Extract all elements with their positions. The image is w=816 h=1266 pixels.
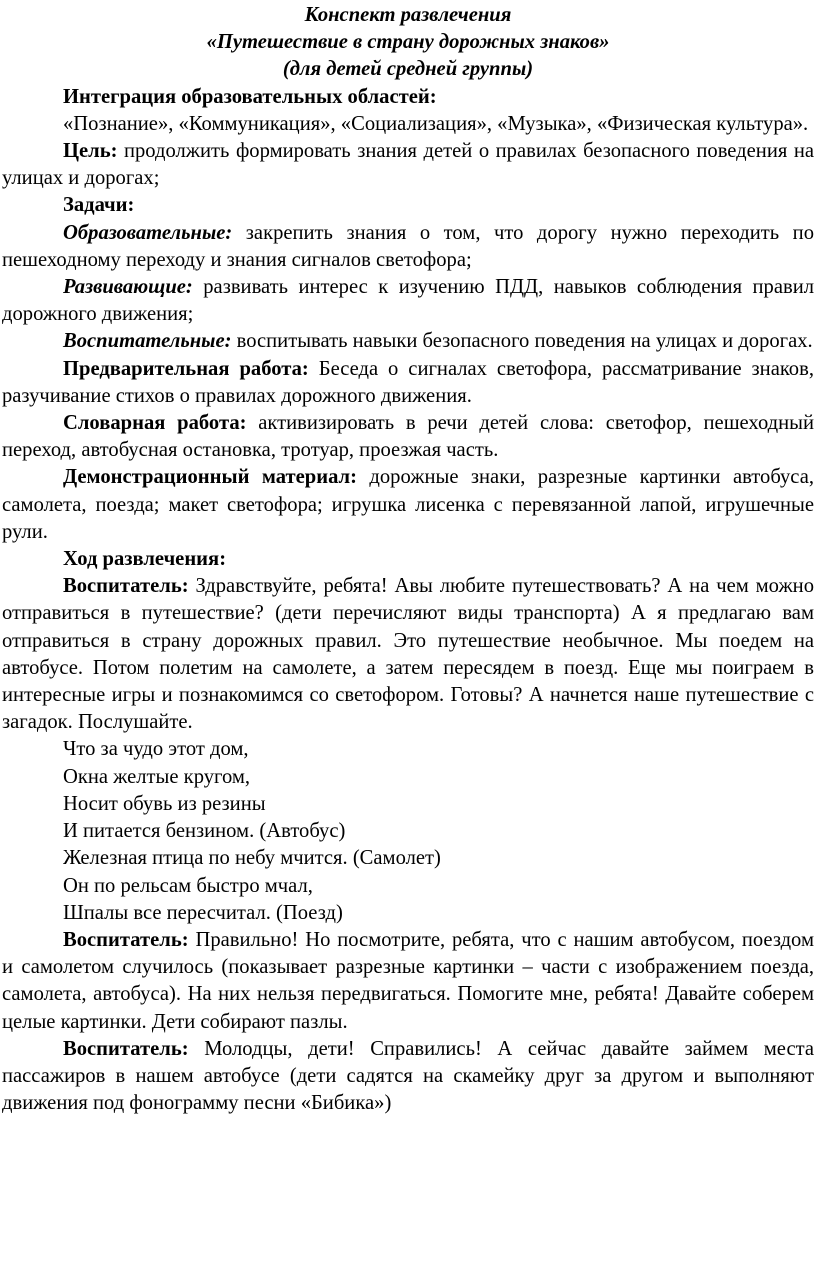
title-line-3: (для детей средней группы) — [282, 58, 534, 81]
demo-text: дорожные знаки, разрезные картинки автобуса, самолета, поезда; макет светофора; игрушка лисенка с перевязанной лапой, игрушечные рули. — [2, 466, 814, 543]
speech-3-paragraph — [2, 1036, 814, 1118]
integration-heading — [2, 84, 814, 111]
prep-paragraph — [2, 356, 814, 410]
tasks-upb-text: воспитывать навыки безопасного поведения на улицах и дорогах. — [231, 330, 813, 353]
speech-1-label: Воспитатель: — [63, 575, 189, 598]
integration-heading-text: Интеграция образовательных областей: — [63, 85, 437, 108]
demo-paragraph — [2, 464, 814, 546]
speech-3-label: Воспитатель: — [63, 1037, 189, 1060]
riddle-line: Железная птица по небу мчится. (Самолет) — [63, 847, 441, 870]
vocab-paragraph — [2, 410, 814, 464]
demo-label: Демонстрационный материал: — [63, 466, 357, 489]
tasks-upb-label: Воспитательные: — [63, 330, 232, 353]
riddle-line: Он по рельсам быстро мчал, — [63, 874, 313, 897]
prep-label: Предварительная работа: — [63, 357, 309, 380]
tasks-edu-label: Образовательные: — [63, 221, 233, 244]
tasks-dev-label: Развивающие: — [63, 276, 193, 299]
riddle-line: Что за чудо этот дом, — [63, 738, 249, 761]
vocab-label: Словарная работа: — [63, 412, 247, 435]
title-line-2: «Путешествие в страну дорожных знаков» — [206, 31, 610, 54]
tasks-educational — [2, 220, 814, 274]
tasks-upbringing — [2, 328, 814, 355]
riddle-line: И питается бензином. (Автобус) — [63, 820, 346, 843]
tasks-edu-text: закрепить знания о том, что дорогу нужно переходить по пешеходному переходу и знания сигналов светофора; — [2, 221, 814, 271]
speech-2-paragraph — [2, 927, 814, 1036]
goal-paragraph — [2, 138, 814, 192]
title-line-1: Конспект развлечения — [304, 4, 512, 26]
tasks-heading-text: Задачи: — [63, 194, 135, 217]
speech-1-text: Здравствуйте, ребята! Авы любите путешествовать? А на чем можно отправиться в путешествие? (дети перечисляют виды транспорта) А я предлагаю вам отправиться в страну дорожных правил. Это путешествие необычное. Мы поедем на автобусе. Потом полетим на самолете, а затем пересядем в поезд. Еще мы поиграем в интересные игры и познакомимся со светофором. Готовы? А начнется наше путешествие с загадок. Послушайте. — [2, 575, 814, 734]
riddle-line: Окна желтые кругом, — [63, 765, 251, 788]
tasks-heading — [2, 192, 814, 219]
tasks-developmental — [2, 274, 814, 328]
speech-1-paragraph — [2, 573, 814, 736]
integration-text: «Познание», «Коммуникация», «Социализация», «Музыка», «Физическая культура». — [63, 112, 809, 135]
tasks-dev-text: развивать интерес к изучению ПДД, навыков соблюдения правил дорожного движения; — [2, 276, 814, 326]
goal-text: продолжить формировать знания детей о правилах безопасного поведения на улицах и дорогах; — [2, 140, 814, 190]
speech-2-text: Правильно! Но посмотрите, ребята, что с нашим автобусом, поездом и самолетом случилось (показывает разрезные картинки – части с изображением поезда, самолета, автобуса). На них нельзя передвигаться. Помогите мне, ребята! Давайте соберем целые картинки. Дети собирают пазлы. — [2, 928, 814, 1033]
riddle-line: Шпалы все пересчитал. (Поезд) — [63, 901, 343, 924]
speech-3-text: Молодцы, дети! Справились! А сейчас давайте займем места пассажиров в нашем автобусе (дети садятся на скамейку друг за другом и выполняют движения под фонограмму песни «Бибика») — [2, 1037, 814, 1115]
riddle-line: Носит обувь из резины — [63, 792, 266, 815]
course-heading — [2, 546, 814, 573]
course-heading-text: Ход развлечения: — [63, 548, 227, 571]
integration-paragraph — [2, 111, 814, 138]
goal-label: Цель: — [63, 140, 118, 163]
speech-2-label: Воспитатель: — [63, 928, 189, 951]
prep-text: Беседа о сигналах светофора, рассматривание знаков, разучивание стихов о правилах дорожного движения. — [2, 357, 814, 407]
vocab-text: активизировать в речи детей слова: светофор, пешеходный переход, автобусная остановка, тротуар, проезжая часть. — [2, 412, 814, 462]
